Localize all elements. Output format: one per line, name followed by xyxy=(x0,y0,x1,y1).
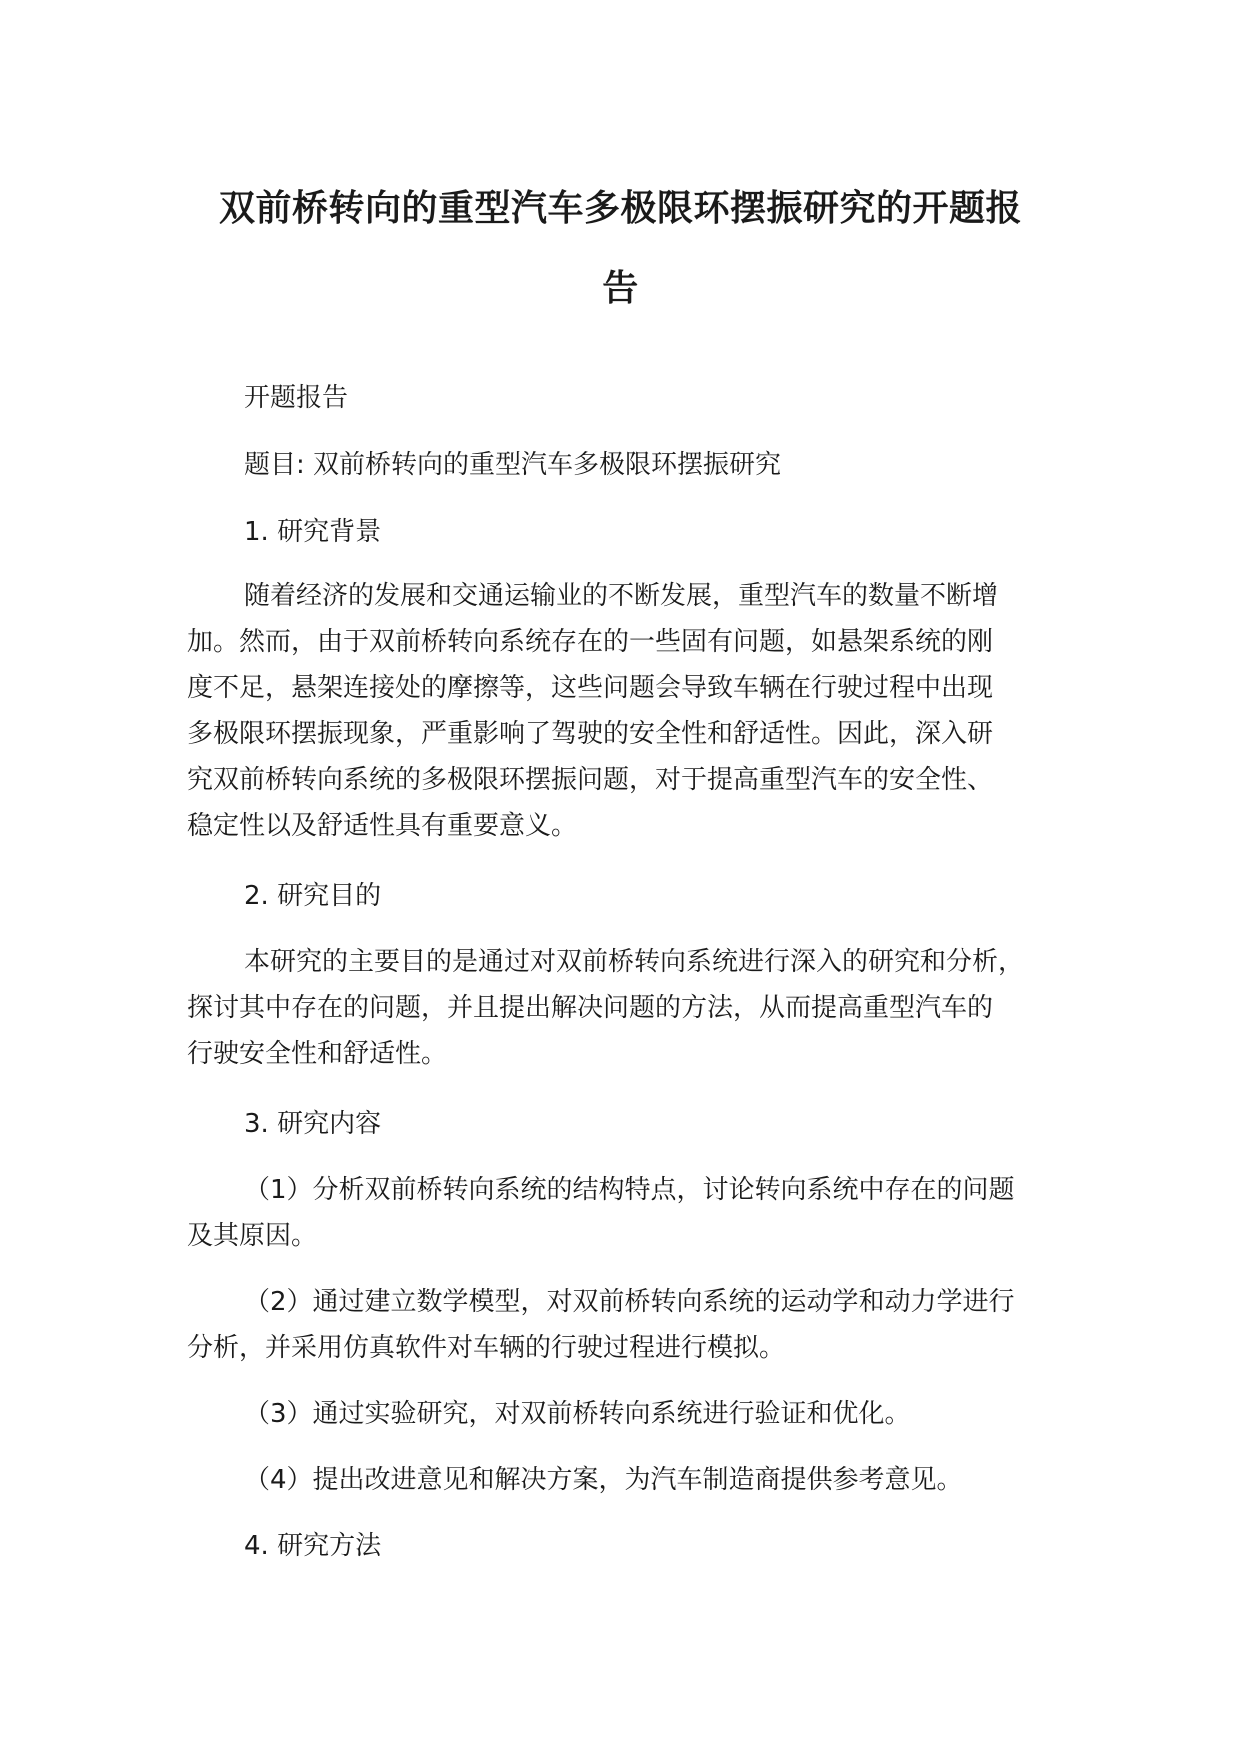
list-item-line: （3）通过实验研究，对双前桥转向系统进行验证和优化。 xyxy=(244,1399,911,1429)
paragraph-line: 究双前桥转向系统的多极限环摆振问题，对于提高重型汽车的安全性、 xyxy=(187,765,994,795)
section-heading-purpose: 2. 研究目的 xyxy=(244,881,382,911)
paragraph-line: 探讨其中存在的问题，并且提出解决问题的方法，从而提高重型汽车的 xyxy=(187,993,994,1023)
list-item-line: （2）通过建立数学模型，对双前桥转向系统的运动学和动力学进行 xyxy=(244,1287,1015,1317)
paragraph-line: 加。然而，由于双前桥转向系统存在的一些固有问题，如悬架系统的刚 xyxy=(187,627,994,657)
list-item-line: 分析，并采用仿真软件对车辆的行驶过程进行模拟。 xyxy=(187,1333,786,1363)
paragraph-line: 多极限环摆振现象，严重影响了驾驶的安全性和舒适性。因此，深入研 xyxy=(187,719,994,749)
section-heading-background: 1. 研究背景 xyxy=(244,517,382,547)
paragraph-line: 行驶安全性和舒适性。 xyxy=(187,1039,448,1069)
paragraph-line: 随着经济的发展和交通运输业的不断发展，重型汽车的数量不断增 xyxy=(244,581,999,611)
document-title-line-1: 双前桥转向的重型汽车多极限环摆振研究的开题报 xyxy=(218,188,1022,229)
document-title-line-2: 告 xyxy=(602,268,639,309)
section-heading-content: 3. 研究内容 xyxy=(244,1109,382,1139)
paragraph-line: 度不足，悬架连接处的摩擦等，这些问题会导致车辆在行驶过程中出现 xyxy=(187,673,994,703)
list-item-line: （1）分析双前桥转向系统的结构特点，讨论转向系统中存在的问题 xyxy=(244,1175,1015,1205)
topic-line: 题目: 双前桥转向的重型汽车多极限环摆振研究 xyxy=(244,450,782,480)
section-heading-method: 4. 研究方法 xyxy=(244,1531,382,1561)
report-label: 开题报告 xyxy=(244,383,349,413)
paragraph-line: 稳定性以及舒适性具有重要意义。 xyxy=(187,811,578,841)
list-item-line: （4）提出改进意见和解决方案，为汽车制造商提供参考意见。 xyxy=(244,1465,963,1495)
paragraph-line: 本研究的主要目的是通过对双前桥转向系统进行深入的研究和分析， xyxy=(244,947,1025,977)
list-item-line: 及其原因。 xyxy=(187,1221,318,1251)
